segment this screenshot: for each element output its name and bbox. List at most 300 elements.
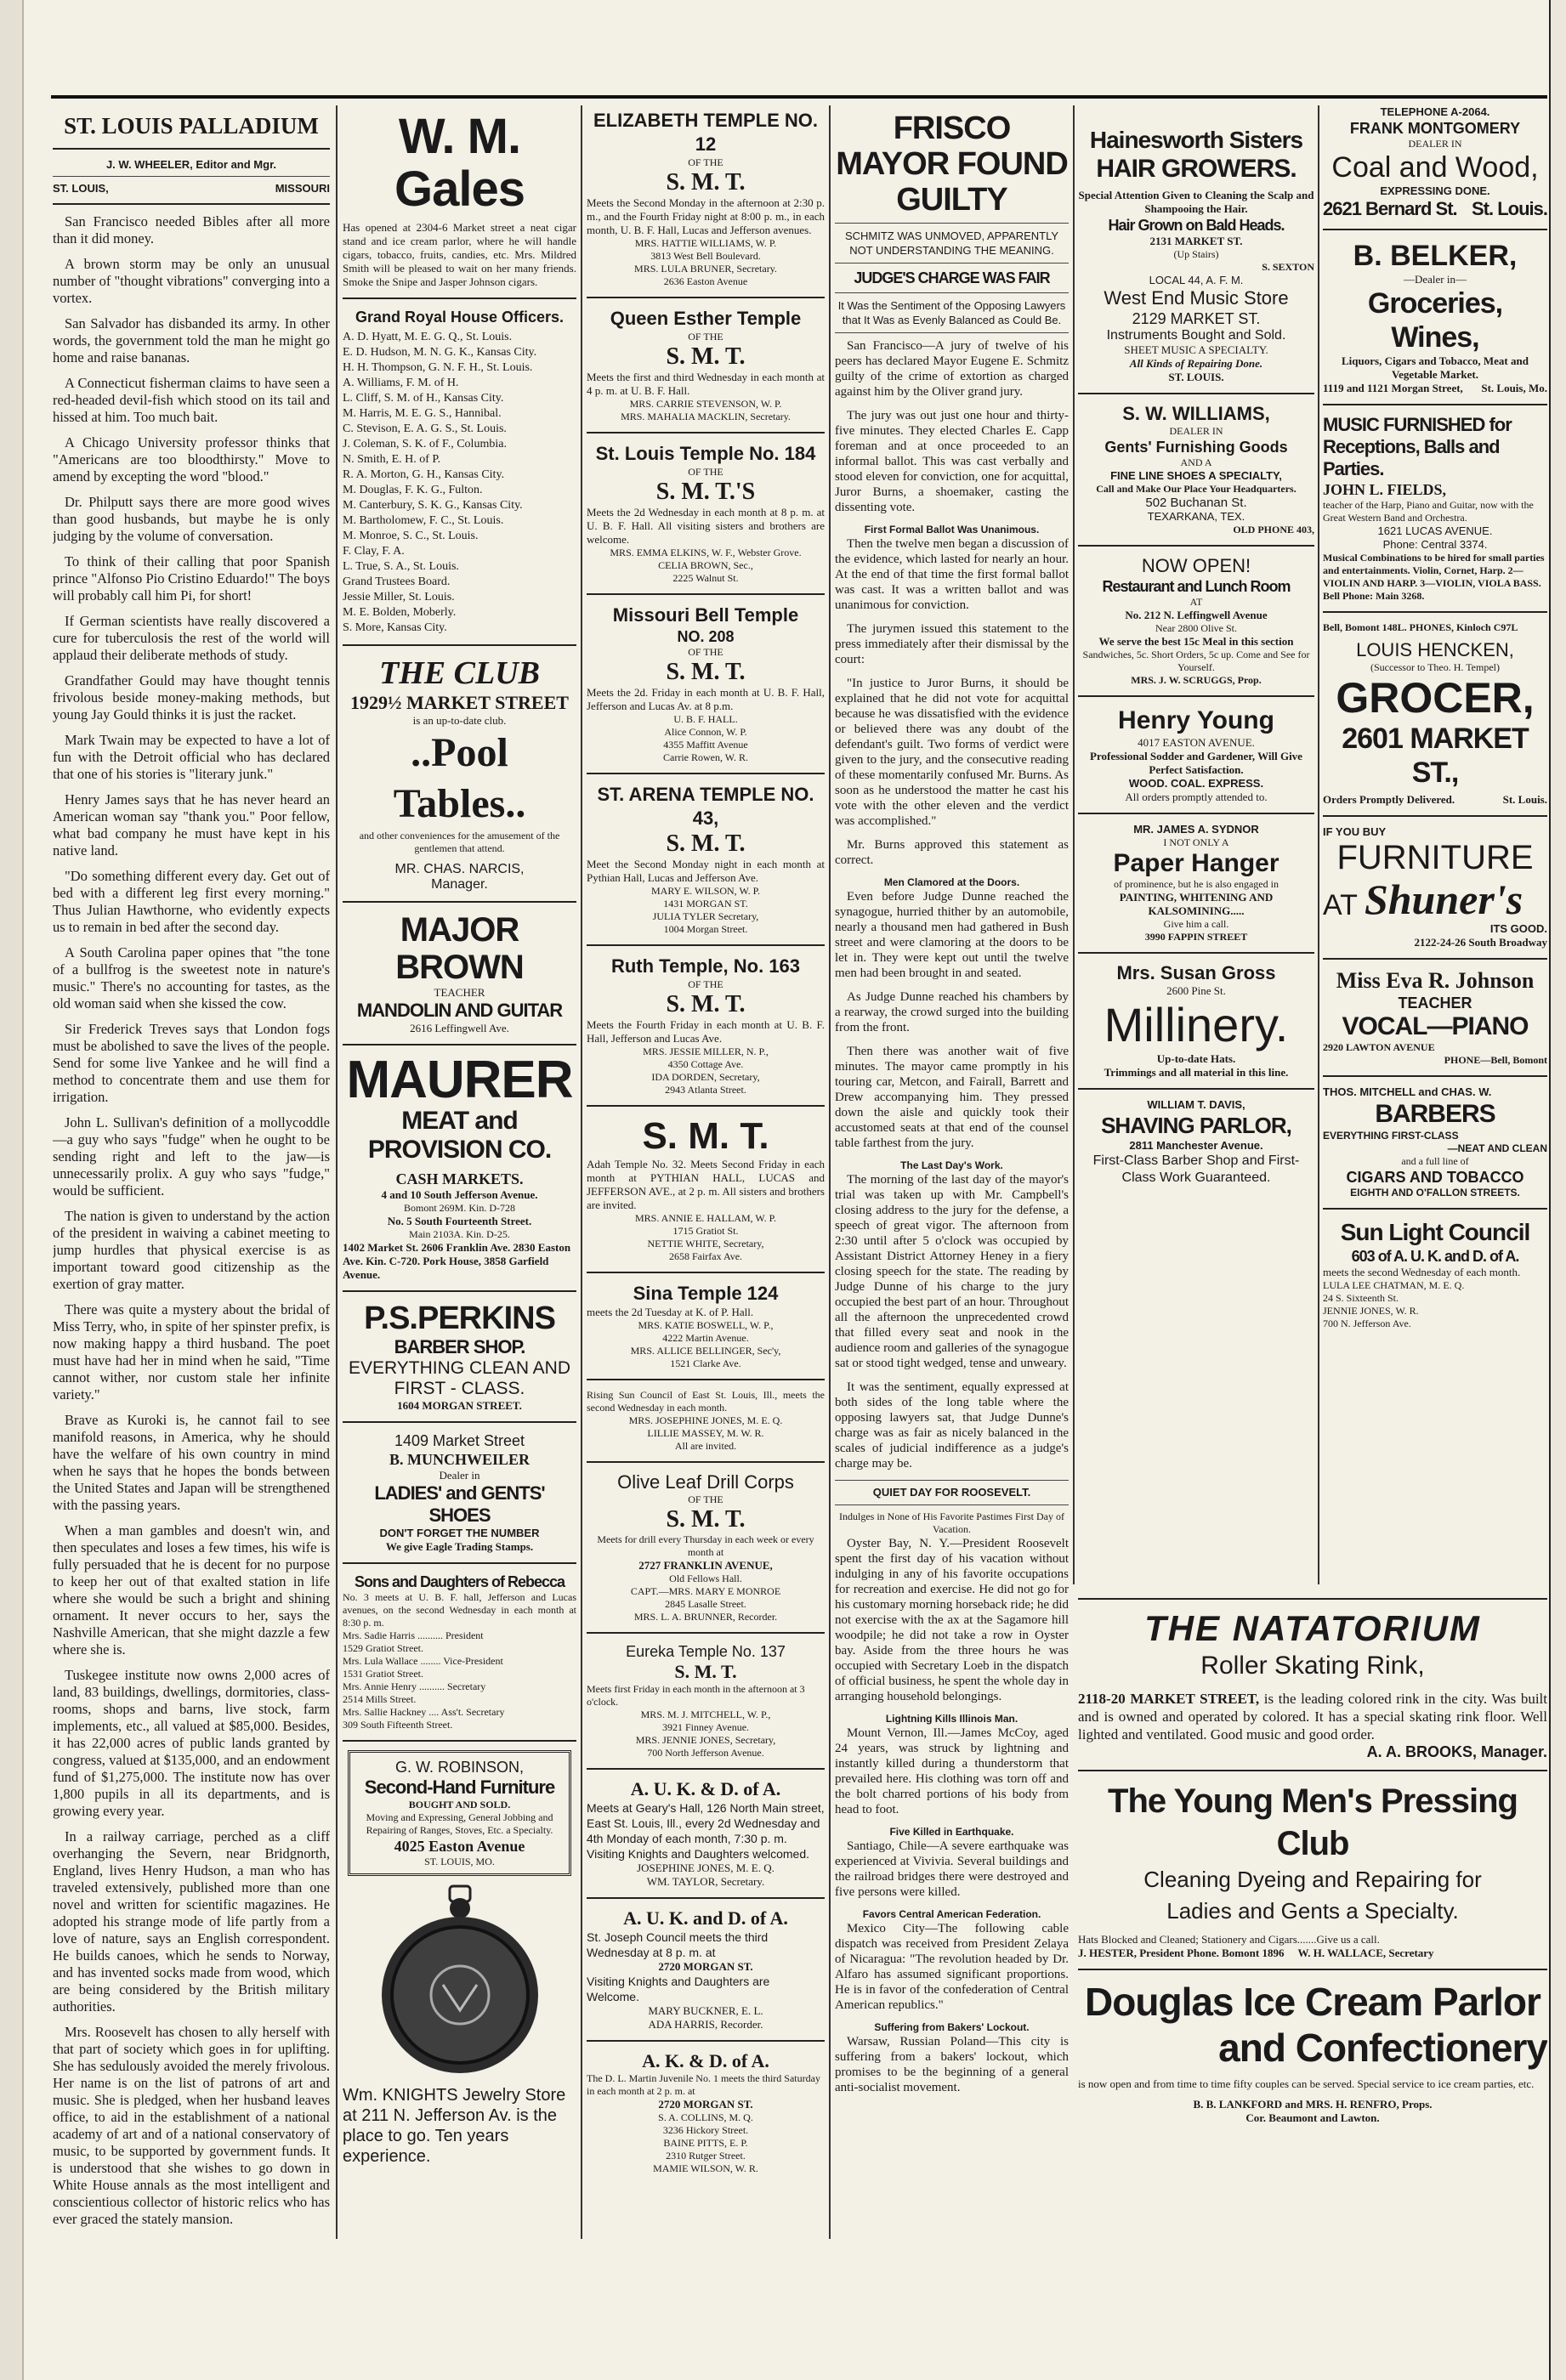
sydnor-not: I NOT ONLY A [1163, 836, 1229, 848]
rising-sun-officer: LILLIE MASSEY, M. W. R. [647, 1427, 764, 1439]
temple-number: NO. 208 [677, 628, 735, 645]
sunlight-sub: 603 of A. U. K. and D. of A. [1351, 1248, 1519, 1265]
davis-text: First-Class Barber Shop and First-Class Work Guaranteed. [1092, 1153, 1300, 1185]
rest-near: Near 2800 Olive St. [1155, 622, 1237, 634]
natatorium-title: THE NATATORIUM [1144, 1608, 1481, 1648]
royal-officer: M. E. Bolden, Moberly. [343, 606, 457, 619]
music-furnished: MUSIC FURNISHED for Receptions, Balls and Parties. [1323, 414, 1512, 479]
maurer-cash: CASH MARKETS. [395, 1170, 524, 1187]
divider [587, 773, 825, 774]
eureka-officer: 3921 Finney Avenue. [661, 1721, 750, 1733]
temple-notice [587, 783, 825, 946]
brown-title: MAJOR BROWN [395, 911, 524, 986]
temple-of: OF THE [688, 156, 723, 168]
temple-order: S. M. T. [666, 659, 746, 685]
temple-title: St. Louis Temple No. 184 [595, 443, 816, 464]
royal-officer: M. Douglas, F. K. G., Fulton. [343, 484, 483, 496]
temple-officer: MRS. ALLICE BELLINGER, Sec'y, [630, 1345, 781, 1357]
top-rule [51, 95, 1547, 99]
story-roosevelt [835, 1536, 1069, 1704]
story-paragraph: The jurymen issued this statement to the press immediately after their dismissal by the court: [835, 622, 1069, 666]
williams-name: S. W. WILLIAMS, [1122, 403, 1270, 424]
story-paragraph: As Judge Dunne reached his chambers by a rearway, the crowd surged into the building from the front. [835, 990, 1069, 1034]
temple-officer: 1004 Morgan Street. [663, 923, 748, 935]
column-ads-right [1323, 105, 1547, 1584]
column-rule [1318, 105, 1319, 1584]
montgomery-address-row [1323, 198, 1547, 220]
akd-officer: 2310 Rutger Street. [666, 2150, 746, 2162]
story-frisco-1 [835, 338, 1069, 515]
auk2-address: 2720 MORGAN ST. [658, 1960, 753, 1973]
belker-items: Liquors, Cigars and Tobacco, Meat and Vegetable Market. [1342, 354, 1529, 381]
editorial-paragraph: To think of their calling that poor Spanish prince "Alfonso Pio Cristino Eduardo!" The boys will probably call him Pi, for short! [53, 553, 330, 604]
temple-of: OF THE [688, 646, 723, 658]
groceries: Groceries, Wines, [1367, 287, 1503, 354]
temple-officer: MRS. ANNIE E. HALLAM, W. P. [634, 1212, 777, 1224]
natatorium-address: 2118-20 MARKET STREET, [1078, 1691, 1260, 1707]
olive-officers [587, 1585, 825, 1624]
temple-officer: 2636 Easton Avenue [663, 275, 748, 287]
rising-sun-officer: All are invited. [674, 1440, 737, 1452]
editorial-paragraph: Dr. Philputt says there are more good wives than good husbands, but maybe he is only judging by the volume of conversation. [53, 494, 330, 544]
grocer-city: St. Louis. [1502, 793, 1547, 806]
temple-order: S. M. T. [666, 343, 746, 370]
belker-address-row [1323, 382, 1547, 395]
royal-officer: J. Coleman, S. K. of F., Columbia. [343, 438, 507, 450]
olive-officer: MRS. L. A. BRUNNER, Recorder. [633, 1611, 778, 1623]
barbers-address: EIGHTH AND O'FALLON STREETS. [1350, 1187, 1520, 1198]
story-paragraph: The morning of the last day of the mayor's trial was taken up with Mr. Campbell's closing address to the jury for the defense, a speech of great vigor. The afternoon from 2:30 until after 5 o'clock was occupied by Assistant District Attorney Heney in a fiery closing speech for the state. The reading by Judge Dunne of his charge to the jury occupied the best part of an hour. Throughout all the afternoon the unprecedented crowd that filled every seat and nook in the audience room and galleries of the synagogue sat or stood tight wedged, tense and unweary. [835, 1173, 1069, 1370]
fields-name: JOHN L. FIELDS, [1323, 481, 1447, 498]
editorial-paragraph: A South Carolina paper opines that "the tone of a bullfrog is the sweetest note in nature's music." There's no accounting for tastes, as the old woman said when she kissed the cow. [53, 944, 330, 1012]
royal-officer: F. Clay, F. A. [343, 545, 405, 558]
headline-roosevelt: QUIET DAY FOR ROOSEVELT. [872, 1486, 1031, 1499]
editorial-paragraph: Mark Twain may be expected to have a lot of fun with the Detroit official who has declared that one of his stories is "literary junk." [53, 732, 330, 782]
temple-text: Meets the Second Monday in the afternoon at 2:30 p. m., and the Fourth Friday night at 8:00 p. m., in each month, U. B. F. Hall, Lucas and Jefferson avenues. [587, 196, 825, 236]
royal-officer: C. Stevison, E. A. G. S., St. Louis. [343, 422, 507, 435]
story-lockout [835, 2034, 1069, 2095]
sydnor-text: of prominence, but he is also engaged in [1114, 878, 1279, 890]
munch-shoes: LADIES' and GENTS' SHOES [374, 1482, 545, 1526]
temple-text: Meets the 2d Wednesday in each month at 8 p. m. at U. B. F. Hall. All visiting sisters and brothers are welcome. [587, 506, 825, 546]
haines-sub: HAIR GROWERS. [1096, 155, 1296, 183]
rebecca-officer: Mrs. Lula Wallace ........ Vice-President [343, 1655, 503, 1667]
eureka-text: Meets first Friday in each month in the afternoon at 3 o'clock. [587, 1683, 805, 1708]
auk2-title: A. U. K. and D. of A. [623, 1907, 788, 1929]
story-federation [835, 1921, 1069, 2013]
rest-address: No. 212 N. Leffingwell Avenue [1125, 609, 1268, 621]
rising-sun-officer: MRS. JOSEPHINE JONES, M. E. Q. [628, 1414, 783, 1426]
royal-officer: M. Monroe, S. C., St. Louis. [343, 530, 479, 542]
mitchell-name: THOS. MITCHELL and CHAS. W. [1323, 1085, 1492, 1098]
montgomery-city: St. Louis. [1472, 198, 1547, 219]
temple-officer: MRS. EMMA ELKINS, W. F., Webster Grove. [610, 547, 802, 558]
headline-frisco: FRISCO MAYOR FOUND GUILTY [836, 110, 1068, 218]
editorial-paragraph: The nation is given to understand by the action of the president in waiving a cabinet meeting to jump hurdles that physical exercise is as important toward good citizenship as the exertion of gray matter. [53, 1208, 330, 1292]
barbers: BARBERS [1375, 1100, 1495, 1128]
temple-officer: 1715 Gratiot St. [672, 1225, 739, 1237]
williams-shoes: FINE LINE SHOES A SPECIALTY, [1110, 469, 1282, 482]
temple-officer: MRS. CARRIE STEVENSON, W. P. [629, 398, 782, 410]
pool-tables: ..Pool Tables.. [393, 730, 526, 826]
headline-lockout: Suffering from Bakers' Lockout. [874, 2021, 1030, 2033]
auk1-officers [587, 1862, 825, 1889]
pressing-hats: Hats Blocked and Cleaned; Stationery and Cigars.......Give us a call. [1078, 1933, 1380, 1946]
editorial-paragraph: "Do something different every day. Get out of bed with a different leg first every morning." Thus Julian Hawthorne, who evidently expects us to remain in bed after the second day. [53, 868, 330, 935]
editorial-paragraph: A Connecticut fisherman claims to have seen a red-headed devil-fish which stood on its tail and hissed at him. Too much bait. [53, 375, 330, 425]
headline-federation: Favors Central American Federation. [862, 1908, 1041, 1920]
column-rule [581, 105, 582, 2239]
rebecca-officer: 309 South Fifteenth Street. [343, 1719, 453, 1731]
douglas-sub: and Confectionery [1218, 2026, 1547, 2070]
music-instruments: Instruments Bought and Sold. [1106, 328, 1286, 343]
robinson-address: 4025 Easton Avenue [394, 1838, 525, 1855]
story-paragraph: San Francisco—A jury of twelve of his peers has declared Mayor Eugene E. Schmitz guilty of the crime of extortion as charged against him by the Oliver grand jury. [835, 339, 1069, 399]
auk1-text: Meets at Geary's Hall, 126 North Main street, East St. Louis, Ill., every 2d Wednesday and 4th Monday of each month, 7:30 p. m. Visiting Knights and Daughters welcomed. [587, 1801, 825, 1861]
haines-title: Hainesworth Sisters [1089, 127, 1303, 153]
temple-officer: MRS. KATIE BOSWELL, W. P., [638, 1319, 774, 1331]
club-manager: MR. CHAS. NARCIS, [394, 862, 525, 876]
column-ads-left [343, 105, 576, 2247]
editorial-paragraph: There was quite a mystery about the bridal of Miss Terry, who, in spite of her spinster prefix, is now making happy a third husband. The poet must have had her in mind when he said, "Time cannot wither, nor custom stale her infinite variety." [53, 1301, 330, 1402]
munch-dealer: Dealer in [439, 1469, 480, 1482]
eureka-order: S. M. T. [674, 1661, 737, 1682]
auk2-officer: ADA HARRIS, Recorder. [648, 2018, 763, 2031]
temple-title: Ruth Temple, No. 163 [610, 955, 801, 977]
music-sheet: SHEET MUSIC A SPECIALTY. [1124, 343, 1268, 356]
editorial-paragraph: Sir Frederick Treves says that London fogs must be abolished to save the lives of the people. Send for some live Yankee and he will find a method to concentrate them and use them for irrigation. [53, 1021, 330, 1105]
temple-order: S. M. T.'S [655, 479, 756, 505]
montgomery-dealer: DEALER IN [1408, 138, 1462, 150]
fields-phone: Phone: Central 3374. [1382, 538, 1488, 551]
pressing-ladies: Ladies and Gents a Specialty. [1166, 1898, 1459, 1924]
column-rule [829, 105, 831, 2239]
auk2-officers [587, 2004, 825, 2032]
temple-title: Missouri Bell Temple [612, 604, 799, 626]
rebecca-officer: Mrs. Annie Henry .......... Secretary [343, 1680, 486, 1692]
subhead-doors: Men Clamored at the Doors. [883, 876, 1020, 888]
auk1-officer: JOSEPHINE JONES, M. E. Q. [637, 1862, 774, 1874]
story-paragraph: Mexico City—The following cable dispatch was received from President Zelaya of Nicaragua: "The revolution headed by Dr. Alfaro has assumed significant proportions. He is in favor of the confederation of Central American republics." [835, 1922, 1069, 2012]
column-news [835, 105, 1069, 2247]
temple-officer: JULIA TYLER Secretary, [652, 910, 759, 922]
royal-officer: L. True, S. A., St. Louis. [343, 560, 459, 573]
sunlight-officer: 700 N. Jefferson Ave. [1323, 1318, 1411, 1329]
millinery: Millinery. [1104, 998, 1289, 1051]
masthead-title: ST. LOUIS PALLADIUM [64, 113, 319, 139]
deck-schmitz: SCHMITZ WAS UNMOVED, APPARENTLY NOT UNDERSTANDING THE MEANING. [844, 230, 1059, 257]
rest-meal: We serve the best 15c Meal in this section [1098, 635, 1294, 648]
temple-officer: 2225 Walnut St. [672, 572, 739, 584]
perkins-address: 1604 MORGAN STREET. [397, 1399, 522, 1412]
club-title: THE CLUB [379, 655, 540, 691]
temple-text: Adah Temple No. 32. Meets Second Friday in each month at PYTHIAN HALL, LUCAS and JEFFERSON AVE., at 2 p. m. All sisters and brothers are invited. [587, 1158, 825, 1211]
club-address: 1929½ MARKET STREET [350, 692, 569, 713]
knights-ad: Wm. KNIGHTS Jewelry Store at 211 N. Jefferson Av. is the place to go. Ten years experience. [343, 2086, 566, 2166]
story-lightning [835, 1726, 1069, 1817]
pocket-watch-icon [375, 1883, 545, 2078]
furniture: FURNITURE [1336, 839, 1534, 876]
divider [587, 432, 825, 434]
temple-notice [587, 1282, 825, 1380]
story-earthquake [835, 1839, 1069, 1900]
club-sub: is an up-to-date club. [412, 714, 507, 727]
story-paragraph: The jury was out just one hour and thirty-five minutes. They elected Charles E. Capp foreman and at once proceeded to an informal ballot. This was cast verbally and stood eleven for conviction, one for acquittal, Juror Burns, a shoemaker, casting the dissenting vote. [835, 409, 1069, 514]
williams-goods: Gents' Furnishing Goods [1104, 439, 1288, 456]
shuner-good: ITS GOOD. [1489, 922, 1547, 935]
johnson-name: Miss Eva R. Johnson [1336, 968, 1535, 993]
robinson-text: Moving and Expressing, General Jobbing and Repairing of Ranges, Stoves, Etc. a Specialty. [366, 1811, 553, 1836]
eureka-officer: 700 North Jefferson Avenue. [647, 1747, 764, 1759]
eureka-officers [587, 1708, 825, 1760]
johnson-phone: PHONE—Bell, Bomont [1444, 1054, 1547, 1066]
rest-at: AT [1189, 596, 1203, 608]
roller-title: Roller Skating Rink, [1200, 1652, 1425, 1680]
divider [587, 1379, 825, 1380]
temple-notice [587, 442, 825, 595]
haines-upstairs: (Up Stairs) [1173, 248, 1219, 260]
temple-notice [587, 307, 825, 434]
temple-officer: 4350 Cottage Ave. [667, 1058, 744, 1070]
editorial-paragraph: John L. Sullivan's definition of a mollycoddle—a guy who says "fudge" when he ought to be sending right and left to the jaw—is unnecessarily prolix. A guy who says "fudge," would be sufficient. [53, 1114, 330, 1198]
divider [587, 1272, 825, 1273]
column-ads-mid [1078, 105, 1314, 1584]
royal-officer: M. Harris, M. E. G. S., Hannibal. [343, 407, 502, 420]
page-gutter [0, 0, 24, 2380]
rising-sun-text: Rising Sun Council of East St. Louis, Ill., meets the second Wednesday in each month. [587, 1389, 825, 1414]
hats: Up-to-date Hats. [1156, 1052, 1236, 1065]
eureka-title: Eureka Temple No. 137 [626, 1643, 786, 1660]
page-edge [1549, 0, 1566, 2380]
akd-title: A. K. & D. of A. [642, 2050, 769, 2071]
headline-lightning: Lightning Kills Illinois Man. [885, 1713, 1018, 1725]
temple-title: ST. ARENA TEMPLE NO. 43, [597, 784, 814, 829]
temple-order: S. M. T. [666, 830, 746, 857]
story-frisco-3 [835, 889, 1069, 1151]
music-address: 2129 MARKET ST. [1132, 310, 1261, 327]
temple-of: OF THE [688, 331, 723, 343]
olive-officer: CAPT.—MRS. MARY E MONROE [630, 1585, 781, 1597]
story-paragraph: It was the sentiment, equally expressed at both sides of the long table where the opposing lawyers sat, that Judge Dunne's charge was as fair as nicely balanced in the scales of judicial indifference as a judge's charge may be. [835, 1380, 1069, 1470]
masthead-place [53, 182, 330, 195]
sydnor-paper: Paper Hanger [1113, 849, 1279, 877]
temple-officer: MRS. LULA BRUNER, Secretary. [634, 263, 777, 275]
local-afm: LOCAL 44, A. F. M. [1149, 274, 1244, 286]
temple-text: Meets the first and third Wednesday in each month at 4 p. m. at U. B. F. Hall. [587, 371, 825, 397]
sydnor-paint: PAINTING, WHITENING AND KALSOMINING..... [1119, 891, 1274, 917]
story-frisco-4 [835, 1172, 1069, 1471]
story-paragraph: Mr. Burns approved this statement as correct. [835, 838, 1069, 867]
editorial-paragraph: A Chicago University professor thinks that "Americans are too bloodthirsty." Move to amend by excepting the word "blood." [53, 434, 330, 484]
maurer-sub: MEAT and PROVISION CO. [367, 1107, 552, 1164]
rebecca-officer: 1529 Gratiot Street. [343, 1642, 423, 1654]
royal-officer: H. H. Thompson, G. N. F. H., St. Louis. [343, 361, 533, 374]
olive-text: Meets for drill every Thursday in each week or every month at [597, 1533, 814, 1558]
shuner-name: Shuner's [1364, 876, 1523, 923]
royal-officer: M. Canterbury, S. K. G., Kansas City. [343, 499, 523, 512]
sexton: S. SEXTON [1262, 261, 1314, 273]
restaurant-title: Restaurant and Lunch Room [1102, 578, 1291, 595]
place-city: ST. LOUIS, [53, 182, 109, 195]
barbers-cigars: CIGARS AND TOBACCO [1346, 1169, 1524, 1186]
young-title: Henry Young [1118, 706, 1274, 734]
editorial-paragraph: Grandfather Gould may have thought tennis frivolous beside money-making methods, but young Jay Gould thinks it is just the racket. [53, 672, 330, 722]
temple-officer: MRS. MAHALIA MACKLIN, Secretary. [621, 411, 791, 422]
haines-text: Special Attention Given to Cleaning the Scalp and Shampooing the Hair. [1078, 189, 1314, 215]
temple-text: meets the 2d Tuesday at K. of P. Hall. [587, 1306, 754, 1318]
headline-earthquake: Five Killed in Earthquake. [889, 1826, 1014, 1838]
column-temples [587, 105, 825, 2247]
johnson-address: 2920 LAWTON AVENUE [1323, 1041, 1435, 1053]
robinson-bought: BOUGHT AND SOLD. [408, 1799, 511, 1810]
munch-forget: DON'T FORGET THE NUMBER [379, 1527, 540, 1539]
royal-officer: A. D. Hyatt, M. E. G. Q., St. Louis. [343, 331, 513, 343]
now-open: NOW OPEN! [1141, 555, 1251, 576]
temple-text: Meets the Fourth Friday in each month at U. B. F. Hall, Jefferson and Lucas Ave. [587, 1018, 825, 1045]
editorial-paragraph: When a man gambles and doesn't win, and then speculates and loses a few times, his wife is fully persuaded that he is decent for no purpose to keep her out of that exalted station in life where she would be such a bright and shining ornament. It never occurs to her, says the Nashville American, that she might dazzle a few where she is. [53, 1522, 330, 1658]
royal-title: Grand Royal House Officers. [355, 309, 565, 326]
rebecca-text: No. 3 meets at U. B. F. hall, Jefferson and Lucas avenues, on the second Wednesday in each month at 8:30 p. m. [343, 1591, 576, 1629]
story-paragraph: Santiago, Chile—A severe earthquake was experienced at Vivivia. Several buildings and the railroad bridges there were destroyed and five persons were killed. [835, 1839, 1069, 1899]
story-paragraph: Even before Judge Dunne reached the synagogue, hurried thither by an automobile, nearly a thousand men had gathered in Bush street and were clamoring at the doors to be let in. They were kept out until the twelve men had been brought in and seated. [835, 890, 1069, 980]
williams-call: Call and Make Our Place Your Headquarters. [1096, 483, 1296, 495]
belker-name: B. BELKER, [1353, 240, 1518, 272]
rebecca-officer: 2514 Mills Street. [343, 1693, 417, 1705]
belker-address: 1119 and 1121 Morgan Street, [1323, 382, 1463, 394]
editorial-paragraph: A brown storm may be only an unusual number of "thought vibrations" converging into a vortex. [53, 256, 330, 306]
sydnor-call: Give him a call. [1163, 918, 1229, 930]
sunlight-officer: JENNIE JONES, W. R. [1323, 1305, 1419, 1317]
montgomery-name: FRANK MONTGOMERY [1349, 120, 1521, 137]
grocer-orders: Orders Promptly Delivered. [1323, 793, 1455, 806]
royal-officer: A. Williams, F. M. of H. [343, 377, 459, 389]
natatorium-description: is the leading colored rink in the city. Was built and is owned and operated by colored. It has a special skating rink floor. Well lighted and ventilated. Good music and good order. [1078, 1691, 1547, 1742]
royal-officer: N. Smith, E. H. of P. [343, 453, 441, 466]
royal-officer: L. Cliff, S. M. of H., Kansas City. [343, 392, 504, 405]
maurer-more: 1402 Market St. 2606 Franklin Ave. 2830 Easton Ave. Kin. C-720. Pork House, 3858 Garfield Avenue. [343, 1241, 571, 1281]
hencken-sub: (Successor to Theo. H. Tempel) [1370, 661, 1500, 673]
shuner-address: 2122-24-26 South Broadway [1414, 936, 1547, 949]
temple-officer: Carrie Rowen, W. R. [663, 751, 748, 763]
story-paragraph: Mount Vernon, Ill.—James McCoy, aged 24 years, was struck by lightning and instantly killed during a thunderstorm that prevailed here. His clothing was torn off and the bolt charred portions of his body from head to foot. [835, 1726, 1069, 1816]
club-conveniences: and other conveniences for the amusement of the gentlemen that attend. [359, 830, 560, 854]
temple-title: ELIZABETH TEMPLE NO. 12 [593, 110, 818, 155]
temple-officer: CELIA BROWN, Sec., [658, 559, 753, 571]
grocer-address: 2601 MARKET ST., [1342, 722, 1529, 789]
temple-officer: IDA DORDEN, Secretary, [651, 1071, 760, 1083]
divider [587, 593, 825, 595]
barbers-fullline: and a full line of [1401, 1155, 1469, 1167]
temple-title: Sina Temple 124 [633, 1283, 779, 1304]
perkins-title: P.S.PERKINS [364, 1300, 555, 1336]
rebecca-officer: 1531 Gratiot Street. [343, 1668, 423, 1680]
gales-title: W. M. Gales [394, 109, 525, 217]
johnson-vocal: VOCAL—PIANO [1342, 1012, 1529, 1040]
haines-address: 2131 MARKET ST. [1149, 235, 1243, 247]
fields-text: teacher of the Harp, Piano and Guitar, now with the Great Western Band and Orchestra. [1323, 499, 1534, 524]
natatorium-manager: A. A. BROOKS, Manager. [1366, 1743, 1547, 1760]
temple-officer: MRS. HATTIE WILLIAMS, W. P. [634, 237, 777, 249]
temple-notices [587, 109, 825, 1380]
column-palladium [53, 105, 330, 2247]
davis-address: 2811 Manchester Avenue. [1129, 1139, 1263, 1152]
temple-order: S. M. T. [666, 169, 746, 196]
royal-officer: E. D. Hudson, M. N. G. K., Kansas City. [343, 346, 537, 359]
expressing: EXPRESSING DONE. [1380, 184, 1490, 197]
eureka-officer: MRS. M. J. MITCHELL, W. P., [640, 1708, 771, 1720]
maurer-title: MAURER [346, 1051, 573, 1109]
deck-sentiment: It Was the Sentiment of the Opposing Lawyers that It Was as Evenly Balanced as Could Be. [837, 299, 1066, 326]
shuner-row [1323, 876, 1547, 922]
davis-shaving: SHAVING PARLOR, [1101, 1113, 1291, 1138]
pressing-sub: Cleaning Dyeing and Repairing for [1143, 1867, 1482, 1892]
akd-officer: MAMIE WILSON, W. R. [653, 2162, 758, 2174]
story-paragraph: Oyster Bay, N. Y.—President Roosevelt spent the first day of his vacation without indulging in any of his favorite occupations for recreation and exercise. He did not go for his customary morning horseback ride; he did not exercise with the ax at the Sagamore hill woodpile; he did not take a row in Oyster bay. Aside from the three hours he was occupied with Secretary Loeb in the dispatch of official business, he spent the whole day in arranging household belongings. [835, 1537, 1069, 1703]
young-orders: All orders promptly attended to. [1125, 790, 1268, 803]
sydnor-address: 3990 FAPPIN STREET [1144, 931, 1248, 943]
story-paragraph: Then the twelve men began a discussion of the evidence, which lasted for nearly an hour. At the end of that time the first formal ballot was cast. It was a written ballot and was unanimous for conviction. [835, 537, 1069, 612]
temple-text: Meets the 2d. Friday in each month at U. B. F. Hall, Jefferson and Lucas Av. at 8 p.m. [587, 686, 825, 712]
gross-address: 2600 Pine St. [1166, 984, 1226, 997]
temple-officer: NETTIE WHITE, Secretary, [647, 1238, 764, 1250]
williams-address: 502 Buchanan St. [1145, 496, 1247, 510]
temple-notice [587, 955, 825, 1107]
williams-city: TEXARKANA, TEX. [1147, 510, 1245, 523]
royal-officer: S. More, Kansas City. [343, 621, 447, 634]
johnson-teacher: TEACHER [1398, 994, 1472, 1012]
temple-officer: MRS. JESSIE MILLER, N. P., [643, 1046, 769, 1057]
barbers-neat: —NEAT AND CLEAN [1447, 1142, 1547, 1154]
temple-of: OF THE [688, 978, 723, 990]
editorial-paragraph: If German scientists have really discovered a cure for tuberculosis the rest of the world will applaud their deliberate methods of study. [53, 613, 330, 663]
rebecca-officer: Mrs. Sallie Hackney .... Ass't. Secretary [343, 1706, 505, 1718]
gales-text: Has opened at 2304-6 Market street a neat cigar stand and ice cream parlor, where he will handle cigars, tobacco, fruits, candies, etc. Mrs. Mildred Smith will be pleased to wait on her many friends. Smoke the Snipe and Jasper Johnson cigars. [343, 221, 576, 288]
temple-officer: Alice Connon, W. P. [664, 726, 747, 738]
temple-officer: 2943 Atlanta Street. [665, 1084, 746, 1096]
olive-address: 2727 FRANKLIN AVENUE, [638, 1559, 773, 1572]
auk2-text2: Visiting Knights and Daughters are Welcome. [587, 1975, 770, 2003]
editorial-paragraphs [53, 213, 330, 2228]
robinson-ad [348, 1750, 571, 1876]
auk2-officer: MARY BUCKNER, E. L. [648, 2004, 763, 2017]
temple-title: Queen Esther Temple [610, 308, 802, 329]
divider [587, 1105, 825, 1107]
robinson-sub: Second-Hand Furniture [364, 1776, 555, 1798]
williams-dealer: DEALER IN [1169, 425, 1223, 437]
young-address: 4017 EASTON AVENUE. [1138, 736, 1255, 749]
akd-address: 2720 MORGAN ST. [658, 2098, 753, 2111]
shuner-at: AT [1323, 889, 1358, 921]
temple-officer: 4355 Maffitt Avenue [663, 739, 748, 751]
if-you-buy: IF YOU BUY [1323, 825, 1387, 838]
haines-bald: Hair Grown on Bald Heads. [1108, 217, 1285, 234]
royal-officers [343, 330, 576, 636]
akd-text: The D. L. Martin Juvenile No. 1 meets the third Saturday in each month at 2 p. m. at [587, 2072, 820, 2097]
rebecca-officers [343, 1629, 576, 1731]
robinson-city: ST. LOUIS, MO. [424, 1856, 495, 1867]
temple-text: Meet the Second Monday night in each month at Pythian Hall, Lucas and Jefferson Ave. [587, 858, 825, 884]
temple-notice [587, 1115, 825, 1273]
temple-officer: U. B. F. HALL. [673, 713, 738, 725]
akd-officer: 3236 Hickory Street. [662, 2124, 749, 2136]
story-paragraph: "In justice to Juror Burns, it should be explained that he did not vote for acquittal because he was dissatisfied with the evidence or believed there was any doubt of the defendant's guilt. Two forms of verdict were given to the jury, and the consecutive reading of these momentarily confused Mr. Burns. As soon as he understood the matter he cast his vote with the other eleven and the verdict was accomplished." [835, 677, 1069, 828]
belker-city: St. Louis, Mo. [1481, 382, 1547, 394]
perkins-clean: EVERYTHING CLEAN AND FIRST - CLASS. [348, 1358, 570, 1398]
music-city: ST. LOUIS. [1168, 371, 1224, 383]
akd-officer: BAINE PITTS, E. P. [663, 2137, 748, 2149]
subhead-ballot: First Formal Ballot Was Unanimous. [864, 524, 1040, 536]
sunlight-text: meets the second Wednesday of each month. [1323, 1266, 1521, 1278]
